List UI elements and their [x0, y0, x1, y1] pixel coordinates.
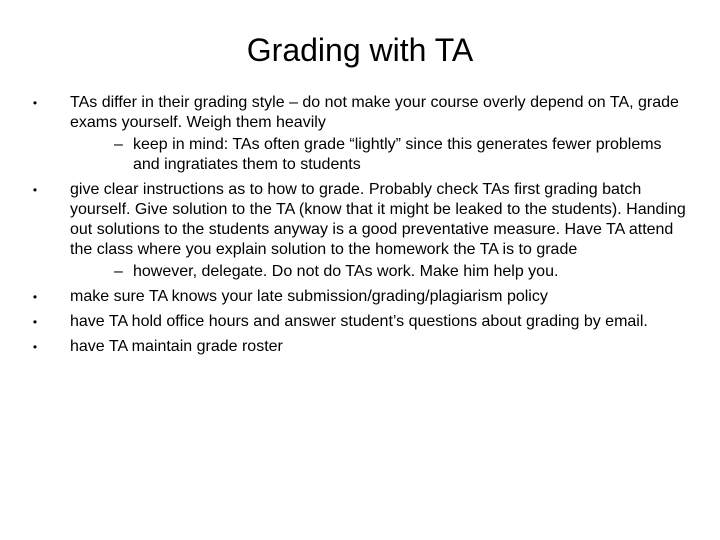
- list-item: [28, 180, 688, 282]
- list-item: [28, 287, 688, 307]
- dash-icon: –: [114, 263, 123, 280]
- list-item: [28, 312, 688, 332]
- list-item: [28, 337, 688, 357]
- list-item-text: have TA hold office hours and answer student’s questions about grading by email.: [70, 313, 648, 330]
- bullet-icon: •: [32, 290, 38, 304]
- slide-title: Grading with TA: [246, 32, 474, 68]
- bullet-list: [28, 93, 688, 362]
- list-item-text: have TA maintain grade roster: [70, 338, 283, 355]
- bullet-icon: •: [32, 96, 38, 110]
- sub-list-item: [70, 262, 688, 282]
- list-item-text: make sure TA knows your late submission/grading/plagiarism policy: [70, 288, 548, 305]
- sub-list-item-text: keep in mind: TAs often grade “lightly” since this generates fewer problems and ingratiates them to students: [133, 136, 662, 173]
- bullet-icon: •: [32, 340, 38, 354]
- dash-icon: –: [114, 136, 123, 153]
- bullet-icon: •: [32, 183, 38, 197]
- list-item-text: TAs differ in their grading style – do not make your course overly depend on TA, grade exams yourself. Weigh them heavily: [70, 94, 679, 131]
- bullet-icon: •: [32, 315, 38, 329]
- sub-list-item: [70, 135, 688, 175]
- list-item: [28, 93, 688, 175]
- sub-list-item-text: however, delegate. Do not do TAs work. Make him help you.: [133, 263, 559, 280]
- list-item-text: give clear instructions as to how to grade. Probably check TAs first grading batch yourself. Give solution to the TA (know that it might be leaked to the students). Handing out solutions to the students anyway is a good preventative measure. Have TA attend the class where you explain solution to the homework the TA is to grade: [70, 181, 686, 258]
